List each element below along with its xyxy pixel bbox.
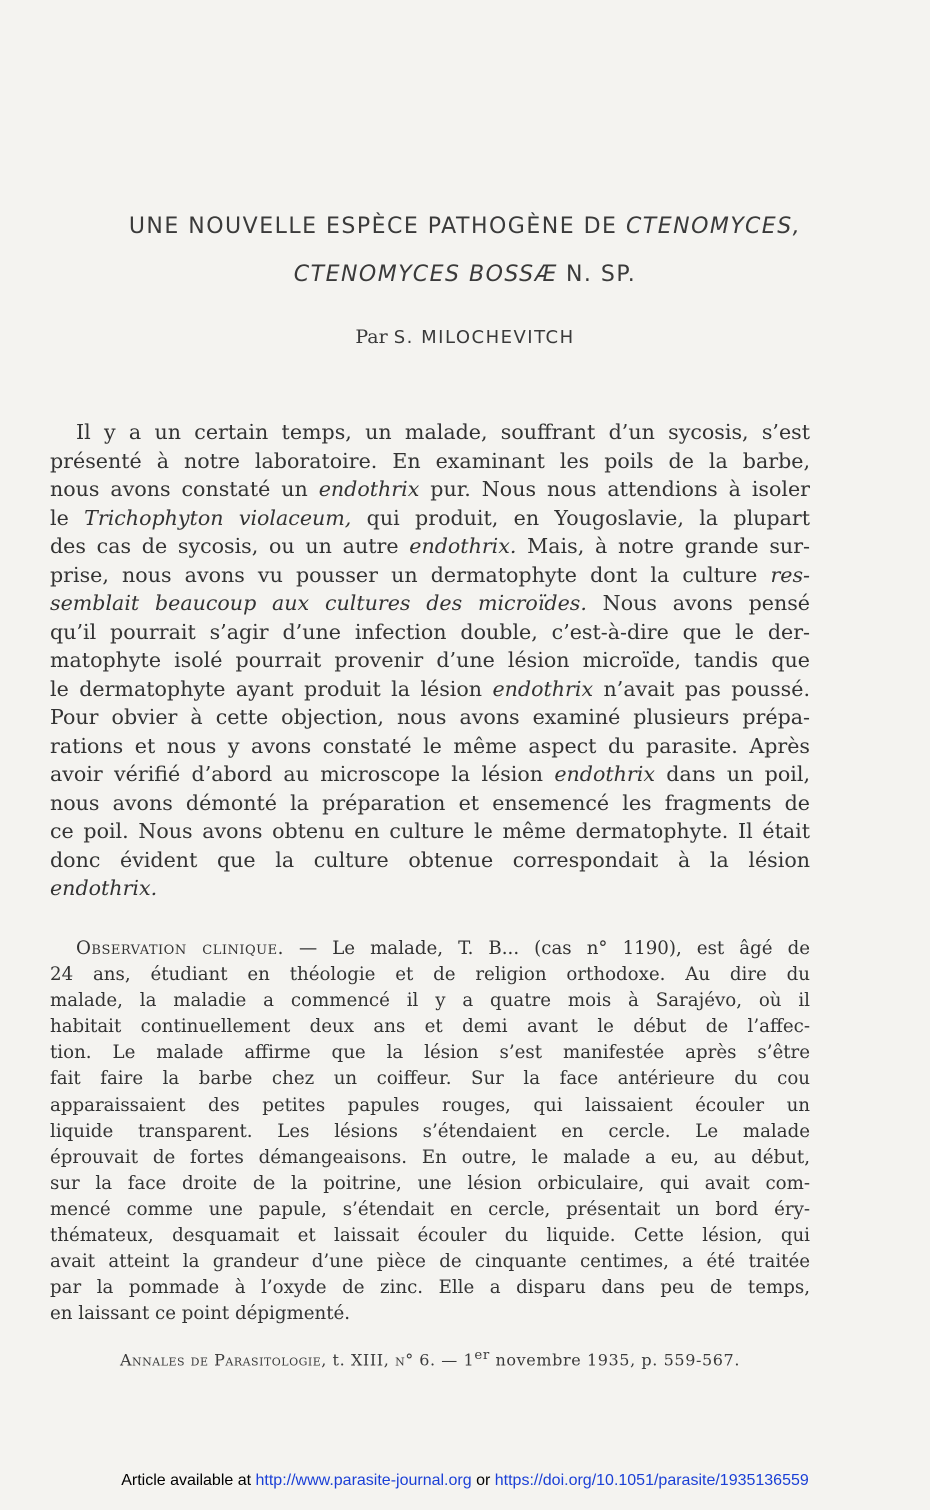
text-line: habitait continuellement deux ans et demi avant le début de l’affec- [50,1016,810,1038]
journal-website-link[interactable]: http://www.parasite-journal.org [255,1472,472,1489]
text-line: semblait beaucoup aux cultures des microïdes. Nous avons pensé [50,591,810,615]
text-line: Pour obvier à cette objection, nous avons examiné plusieurs prépa- [50,705,810,729]
text-line: mencé comme une papule, s’étendait en cercle, présentait un bord éry- [50,1198,810,1220]
title-text-suffix: N. SP. [557,262,637,287]
text-line: en laissant ce point dépigmenté. [50,1303,351,1325]
title-text: UNE NOUVELLE ESPÈCE PATHOGÈNE DE [128,214,626,239]
text-line: malade, la maladie a commencé il y a quatre mois à Sarajévo, où il [50,990,810,1012]
text-line: le dermatophyte ayant produit la lésion endothrix n’avait pas poussé. [50,676,810,701]
text-line: nous avons démonté la préparation et ensemencé les fragments de [50,790,810,815]
journal-name: Annales de Parasitologie, [119,1350,327,1370]
text-line: avait atteint la grandeur d’une pièce de cinquante centimes, a été traitée [50,1251,810,1273]
title-genus-italic: CTENOMYCES, [625,214,802,239]
text-line: apparaissaient des petites papules rouges, qui laissaient écouler un [50,1094,810,1116]
text-line: thémateux, desquamait et laissait écouler du liquide. Cette lésion, qui [50,1225,810,1247]
text-line: prise, nous avons vu pousser un dermatophyte dont la culture res- [50,562,810,587]
author-name: S. MILOCHEVITCH [393,327,575,348]
availability-prefix: Article available at [121,1472,256,1489]
text-line: ce poil. Nous avons obtenu en culture le même dermatophyte. Il était [50,819,810,843]
byline-prefix: Par [355,326,394,348]
text-line: donc évident que la culture obtenue correspondait à la lésion [50,847,810,872]
body-paragraph-2 [50,936,810,1327]
text-line: avoir vérifié d’abord au microscope la lésion endothrix dans un poil, [50,762,810,786]
text-line: sur la face droite de la poitrine, une lésion orbiculaire, qui avait com- [50,1172,810,1194]
text-line: endothrix. [50,876,158,900]
article-title-line-1 [0,214,930,239]
text-line: qu’il pourrait s’agir d’une infection double, c’est-à-dire que le der- [50,619,810,644]
text-line: fait faire la barbe chez un coiffeur. Sur la face antérieure du cou [50,1068,810,1090]
text-line: des cas de sycosis, ou un autre endothrix. Mais, à notre grande sur- [50,534,810,558]
body-paragraph-1 [50,418,810,903]
text-line: tion. Le malade affirme que la lésion s’est manifestée après s’être [50,1042,810,1064]
text-line: éprouvait de fortes démangeaisons. En outre, le malade a eu, au début, [50,1146,810,1168]
author-byline [0,326,930,348]
article-title-line-2 [0,262,930,287]
section-heading: Observation clinique. [76,938,284,959]
availability-notice: Article available at http://www.parasite-journal.org or https://doi.org/10.1051/parasite/1935136559 [121,1472,809,1489]
text-line: liquide transparent. Les lésions s’étendaient en cercle. Le malade [50,1120,810,1142]
journal-citation: Annales de Parasitologie, t. XIII, n° 6. — 1er novembre 1935, p. 559-567. [119,1348,741,1370]
title-species-italic: CTENOMYCES BOSSÆ [293,262,558,287]
text-line: 24 ans, étudiant en théologie et de religion orthodoxe. Au dire du [50,964,810,986]
text-line: présenté à notre laboratoire. En examinant les poils de la barbe, [50,448,810,473]
text-line: rations et nous y avons constaté le même aspect du parasite. Après [50,733,810,758]
text-line: Observation clinique. — Le malade, T. B... (cas n° 1190), est âgé de [76,938,810,959]
text-line: matophyte isolé pourrait provenir d’une lésion microïde, tandis que [50,648,810,672]
text-line: Il y a un certain temps, un malade, souffrant d’un sycosis, s’est [76,420,810,444]
text-line: par la pommade à l’oxyde de zinc. Elle a disparu dans peu de temps, [50,1277,810,1299]
text-line: le Trichophyton violaceum, qui produit, en Yougoslavie, la plupart [50,505,810,530]
doi-link[interactable]: https://doi.org/10.1051/parasite/1935136559 [494,1472,809,1489]
text-line: nous avons constaté un endothrix pur. Nous nous attendions à isoler [50,477,810,501]
